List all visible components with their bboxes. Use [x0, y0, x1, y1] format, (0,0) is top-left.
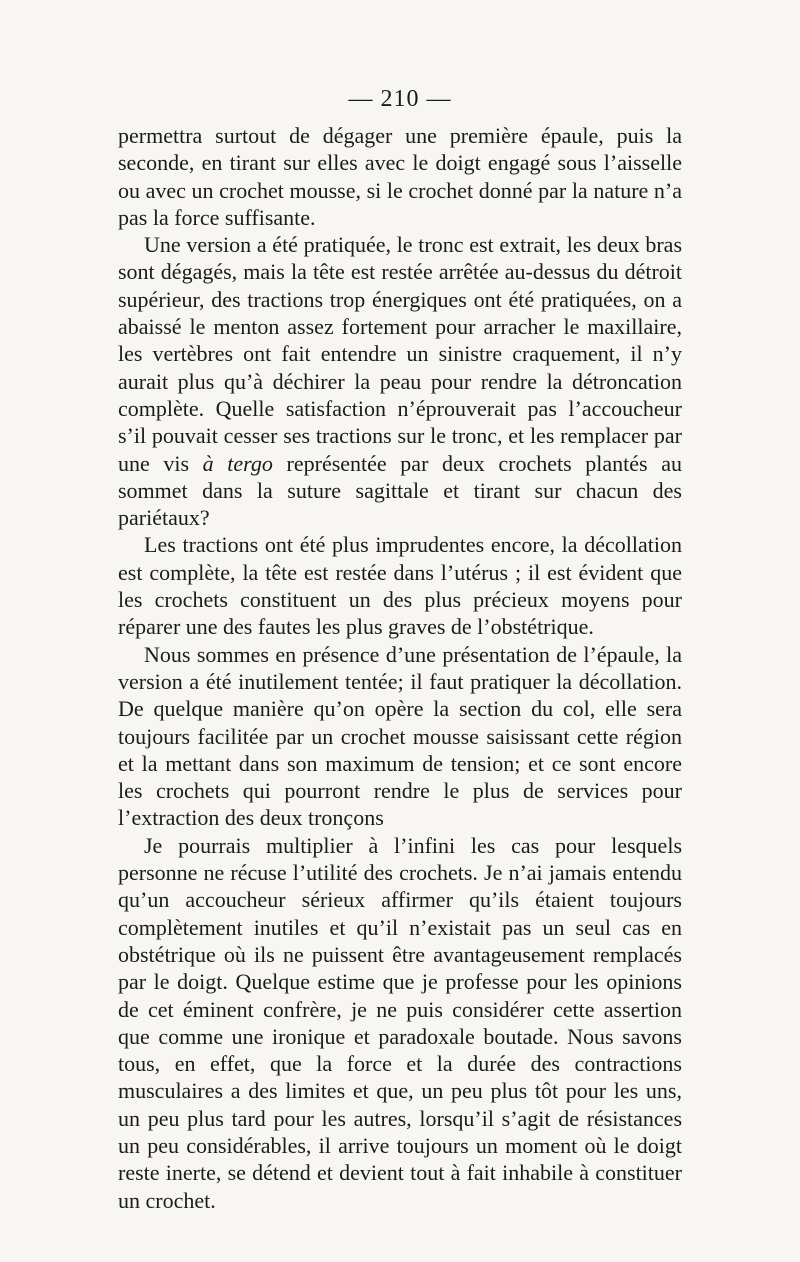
paragraph-shoulder-presentation: Nous sommes en présence d’une présentation de l’épaule, la version a été inutilement tentée; il faut pratiquer la décollation. De quelque manière qu’on opère la section du col, elle sera toujours facilitée par un crochet mousse saisissant cette région et la mettant dans son maximum de tension; et ce sont encore les crochets qui pourront rendre le plus de services pour l’extraction des deux tronçons	[118, 641, 682, 831]
paragraph-continuation: permettra surtout de dégager une première épaule, puis la seconde, en tirant sur elles avec le doigt engagé sous l’aisselle ou avec un crochet mousse, si le crochet donné par la nature n’a pas la force suffisante.	[118, 123, 682, 230]
page-number: — 210 —	[348, 86, 452, 112]
italic-phrase: à tergo	[202, 450, 273, 476]
paragraph-text: représentée par deux crochets plantés au sommet dans la suture sagittale et tirant sur chacun des pariétaux?	[118, 450, 682, 531]
book-page	[118, 84, 682, 1214]
paragraph-decollation: Les tractions ont été plus imprudentes encore, la décollation est complète, la tête est restée dans l’utérus ; il est évident que les crochets constituent un des plus précieux moyens pour réparer une des fautes les plus graves de l’obstétrique.	[118, 532, 682, 640]
paragraph-version-decapitation	[118, 231, 682, 531]
paragraph-utility-of-hooks: Je pourrais multiplier à l’infini les cas pour lesquels personne ne récuse l’utilité des crochets. Je n’ai jamais entendu qu’un accoucheur sérieux affirmer qu’ils étaient toujours complètement inutiles et qu’il n’existait pas un seul cas en obstétrique où ils ne puissent être avantageusement remplacés par le doigt. Quelque estime que je professe pour les opinions de cet éminent confrère, je ne puis considérer cette assertion que comme une ironique et paradoxale boutade. Nous savons tous, en effet, que la force et la durée des contractions musculaires a des limites et que, un peu plus tôt pour les uns, un peu plus tard pour les autres, lorsqu’il s’agit de résistances un peu considérables, il arrive toujours un moment où le doigt reste inerte, se détend et devient tout à fait inhabile à constituer un crochet.	[118, 832, 682, 1213]
paragraph-text: Une version a été pratiquée, le tronc est extrait, les deux bras sont dégagés, mais la tête est restée arrêtée au-dessus du détroit supérieur, des tractions trop énergiques ont été pratiquées, on a abaissé le menton assez fortement pour arracher le maxillaire, les vertèbres ont fait entendre un sinistre craquement, il n’y aurait plus qu’à déchirer la peau pour rendre la détroncation complète. Quelle satisfaction n’éprouverait pas l’accoucheur s’il pouvait cesser ses tractions sur le tronc, et les remplacer par une vis	[118, 232, 682, 476]
